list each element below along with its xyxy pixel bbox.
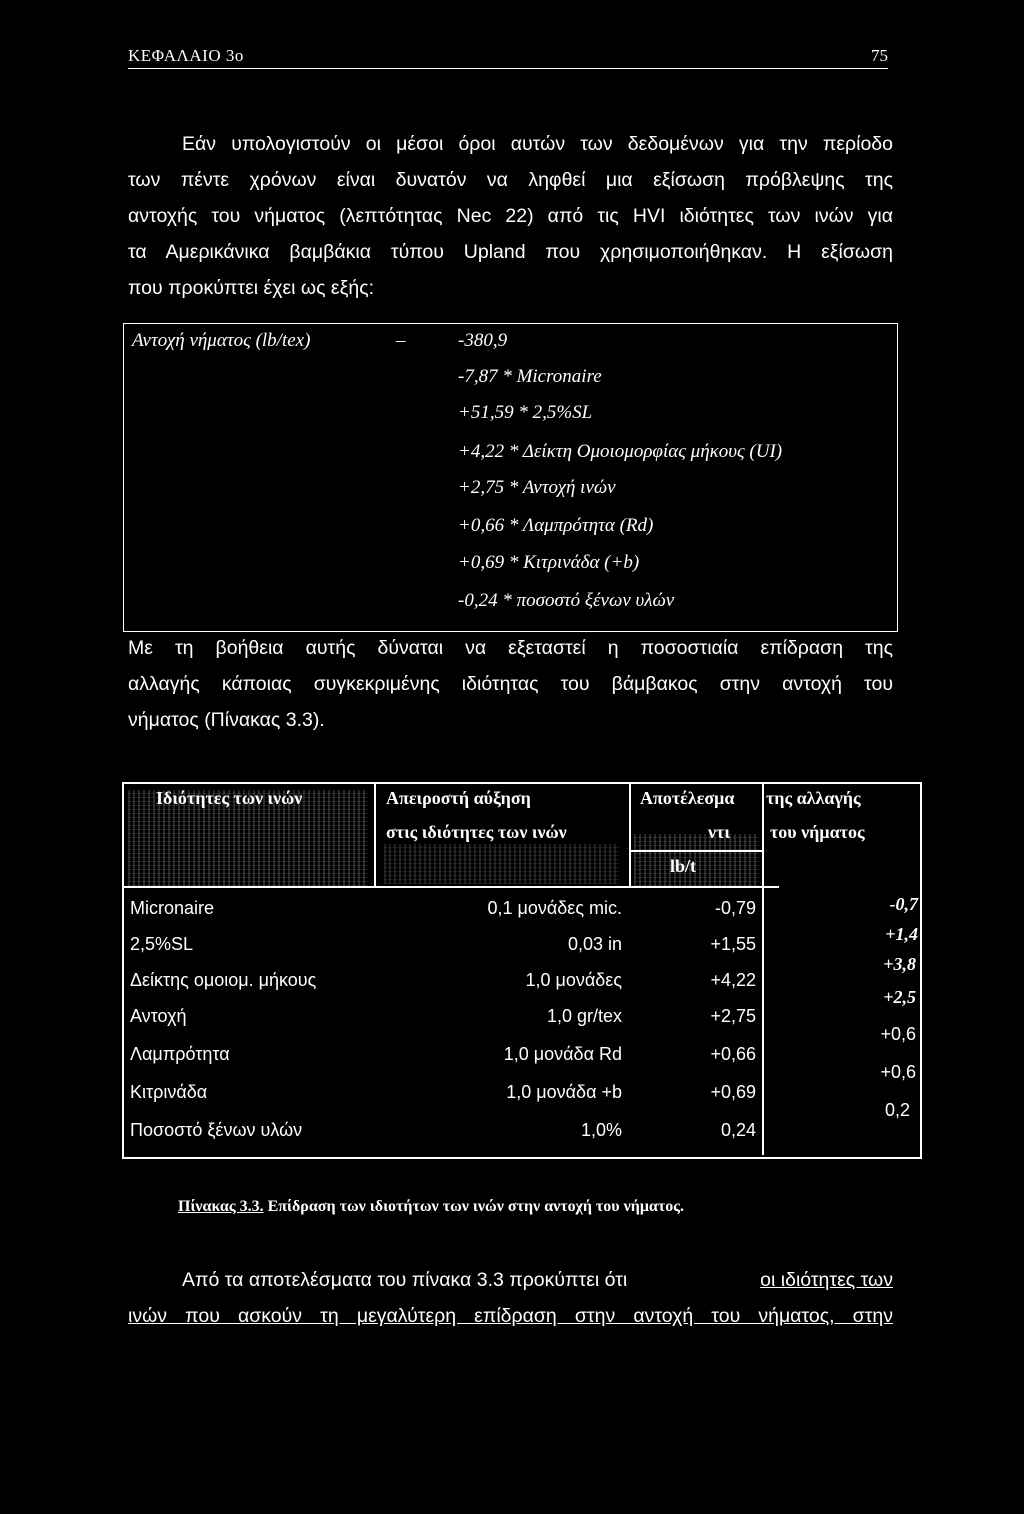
caption-label: Πίνακας 3.3. [178,1198,264,1215]
closing-line [128,1262,893,1298]
row-effect: 0,24 [720,1120,756,1140]
row-percent-change: +0,6 [880,1024,916,1044]
scan-artifact [634,834,759,886]
header-fiber-properties: Ιδιότητες των ινών [156,788,303,808]
middle-paragraph [128,630,893,738]
row-percent-change: 0,2 [884,1100,910,1120]
effects-table [122,782,922,1159]
row-increment: 0,03 in [567,934,622,954]
row-property: Κιτρινάδα [130,1082,208,1102]
row-property: Λαμπρότητα [130,1044,230,1064]
row-property: 2,5%SL [130,934,194,954]
row-increment: 1,0 μονάδα Rd [503,1044,622,1064]
equation-lhs: Αντοχή νήματος (lb/tex) [132,330,311,351]
intro-line: τα Αμερικάνικα βαμβάκια τύπου Upland που χρησιμοποιήθηκαν. Η εξίσωση [128,241,893,263]
header-change-line1: της αλλαγής [766,788,861,808]
middle-line: νήματος (Πίνακας 3.3). [128,709,325,731]
header-effect-line2: ντι [708,822,730,842]
closing-emphasis: οι ιδιότητες των [760,1269,893,1291]
intro-line: Εάν υπολογιστούν οι μέσοι όροι αυτών των δεδομένων για την περίοδο [182,133,893,155]
row-property: Αντοχή [130,1006,187,1026]
equation-equals: – [396,330,406,351]
row-increment: 1,0% [580,1120,622,1140]
table-caption [178,1198,684,1216]
row-effect: +1,55 [710,934,756,954]
middle-line: Με τη βοήθεια αυτής δύναται να εξεταστεί η ποσοστιαία επίδραση της [128,637,893,659]
equation-term: +0,66 * Λαμπρότητα (Rd) [458,515,654,536]
row-increment: 0,1 μονάδες mic. [487,898,622,918]
equation-term: -380,9 [458,330,508,351]
header-increment-line1: Απειροστή αύξηση [386,788,531,808]
page-header [128,46,888,69]
table-divider [629,784,631,888]
row-percent-change: +3,8 [883,954,916,974]
middle-line: αλλαγής κάποιας συγκεκριμένης ιδιότητας του βάμβακος στην αντοχή του [128,673,893,695]
table-header-rule [124,886,779,888]
closing-paragraph [128,1262,893,1334]
intro-paragraph [128,126,893,306]
row-effect: +2,75 [710,1006,756,1026]
equation-term: -0,24 * ποσοστό ξένων υλών [458,590,675,611]
row-percent-change: -0,7 [889,894,918,914]
row-increment: 1,0 gr/tex [546,1006,622,1026]
row-effect: +4,22 [710,970,756,990]
header-increment-line2: στις ιδιότητες των ινών [386,822,567,842]
scan-artifact [384,844,619,884]
equation-term: +4,22 * Δείκτη Ομοιομορφίας μήκους (UI) [458,441,783,462]
table-divider [762,784,764,888]
equation-box [123,323,898,632]
row-increment: 1,0 μονάδες [525,970,622,990]
header-effect-unit: lb/t [670,856,697,876]
equation-term: +0,69 * Κιτρινάδα (+b) [458,552,640,573]
row-effect: -0,79 [714,898,756,918]
equation-term: +2,75 * Αντοχή ινών [458,477,616,498]
intro-line: των πέντε χρόνων είναι δυνατόν να ληφθεί μια εξίσωση πρόβλεψης της [128,169,893,191]
row-effect: +0,69 [710,1082,756,1102]
intro-line: που προκύπτει έχει ως εξής: [128,277,375,299]
row-percent-change: +0,6 [880,1062,916,1082]
row-effect: +0,66 [710,1044,756,1064]
page-number: 75 [871,46,888,65]
caption-text: Επίδραση των ιδιοτήτων των ινών στην αντοχή του νήματος. [267,1198,684,1215]
row-percent-change: +1,4 [885,924,918,944]
row-property: Micronaire [130,898,215,918]
header-effect-line1: Αποτέλεσμα [640,788,735,808]
closing-text: Από τα αποτελέσματα του πίνακα 3.3 προκύπτει ότι [182,1269,628,1291]
row-property: Δείκτης ομοιομ. μήκους [130,970,317,990]
header-change-line2: του νήματος [770,822,865,842]
table-divider [374,784,376,888]
chapter-title: ΚΕΦΑΛΑΙΟ 3ο [128,46,244,65]
intro-line: αντοχής του νήματος (λεπτότητας Nec 22) από τις HVI ιδιότητες των ινών για [128,205,893,227]
closing-emphasis: ινών που ασκούν τη μεγαλύτερη επίδραση στην αντοχή του νήματος, στην [128,1305,893,1327]
row-increment: 1,0 μονάδα +b [506,1082,622,1102]
equation-term: +51,59 * 2,5%SL [458,402,593,423]
equation-term: -7,87 * Micronaire [458,366,602,387]
row-percent-change: +2,5 [883,987,916,1007]
row-property: Ποσοστό ξένων υλών [130,1120,303,1140]
table-subheader-rule [629,850,762,852]
table-divider [762,888,764,1155]
